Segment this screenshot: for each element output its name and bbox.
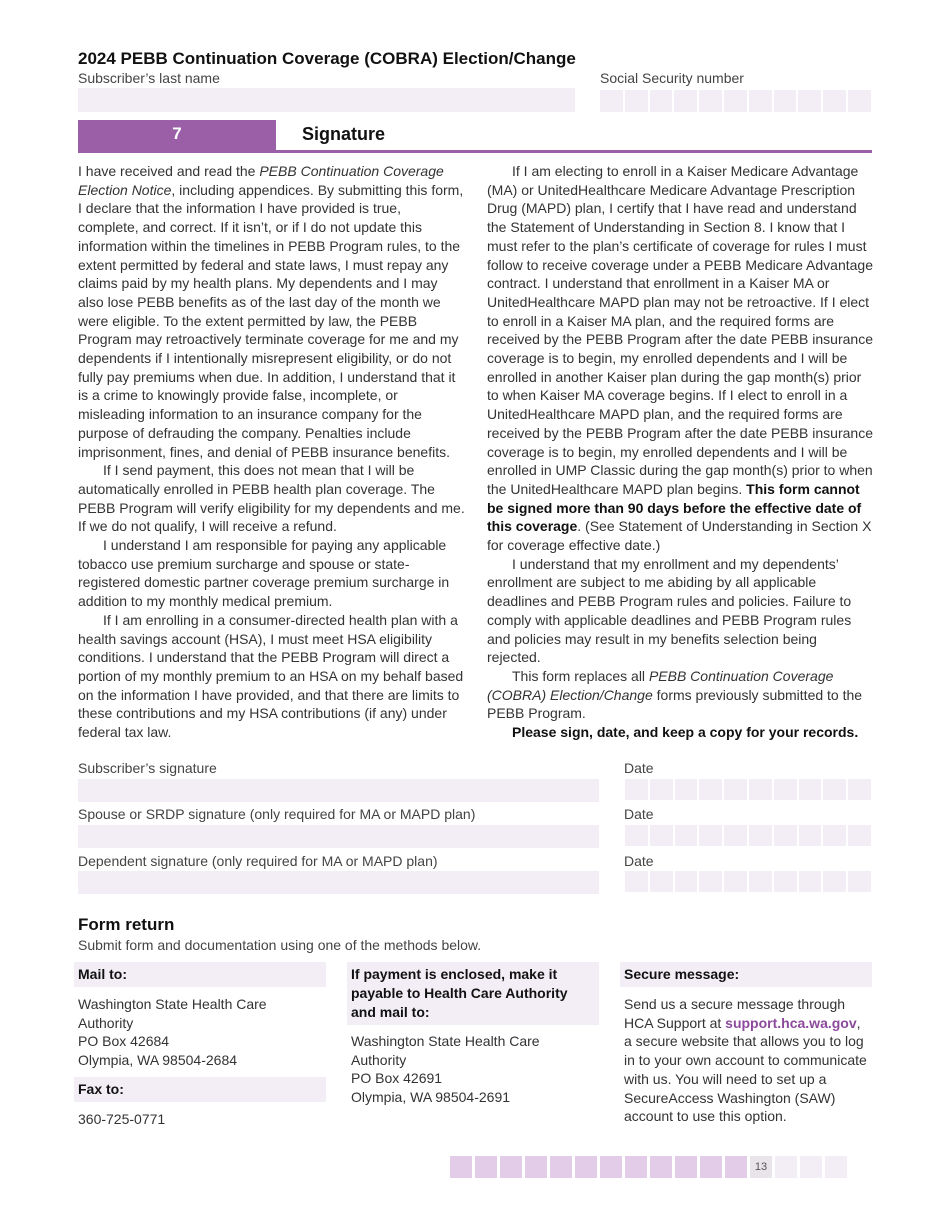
right-column-text — [487, 162, 873, 742]
spouse-signature-label: Spouse or SRDP signature (only required for MA or MAPD plan) — [78, 806, 476, 822]
secure-message-box — [620, 962, 872, 1126]
secure-message-text: Send us a secure message through HCA Support at support.hca.wa.gov, a secure website that allows you to log in to your own account to communicate with us. You will need to set up a SecureAccess Washington (SAW) account to use this option. — [624, 996, 867, 1125]
dependent-date-label: Date — [624, 853, 654, 869]
right-paragraph-2: I understand that my enrollment and my dependents’ enrollment are subject to me abiding by all applicable deadlines and PEBB Program rules and policies. Failure to comply with applicable deadlines and PEBB Program rules and policies may result in my benefits selection being rejected. — [487, 555, 852, 666]
right-paragraph-4: Please sign, date, and keep a copy for your records. — [512, 724, 859, 741]
subscriber-signature-label: Subscriber’s signature — [78, 760, 217, 776]
payment-address: Washington State Health Care Authority PO Box 42691 Olympia, WA 98504-2691 — [351, 1033, 540, 1106]
right-paragraph-1: If I am electing to enroll in a Kaiser Medicare Advantage (MA) or UnitedHealthcare Medicare Advantage Prescription Drug (MAPD) plan, I certify that I have read and understand the Statement of Understanding in Section 8. I know that I must refer to the plan’s certificate of coverage for rules I must follow to receive coverage under a PEBB Medicare Advantage contract. I understand that enrollment in a Kaiser MA or UnitedHealthcare MAPD plan may not be retroactive. If I elect to enroll in a Kaiser MA plan, and the required forms are received by the PEBB Program after the date PEBB insurance coverage is to begin, my enrolled dependents and I will be enrolled in another Kaiser plan during the gap month(s) prior to when Kaiser MA coverage begins. If I elect to enroll in a UnitedHealthcare MAPD plan, and the required forms are received by the PEBB Program after the date PEBB insurance coverage is to begin, my enrolled dependents and I will be enrolled in UMP Classic during the gap month(s) prior to when the UnitedHealthcare MAPD plan begins. This form cannot be signed more than 90 days before the effective date of this coverage. (See Statement of Understanding in Section X for coverage effective date.) — [487, 163, 874, 554]
subscriber-date-field[interactable] — [625, 779, 871, 800]
spouse-date-label: Date — [624, 806, 654, 822]
right-paragraph-3: This form replaces all PEBB Continuation Coverage (COBRA) Election/Change forms previously submitted to the PEBB Program. — [487, 667, 863, 722]
mail-address: Washington State Health Care Authority PO Box 42684 Olympia, WA 98504-2684 — [78, 996, 267, 1069]
section-number: 7 — [78, 120, 276, 150]
last-name-field[interactable] — [78, 88, 575, 112]
dependent-date-field[interactable] — [625, 871, 871, 892]
section-title: Signature — [302, 124, 386, 144]
subscriber-date-label: Date — [624, 760, 654, 776]
page-number: 13 — [750, 1156, 772, 1178]
fax-to-heading: Fax to: — [74, 1077, 326, 1102]
section-header — [78, 120, 872, 153]
left-paragraph-4: If I am enrolling in a consumer-directed health plan with a health savings account (HSA), I must meet HSA eligibility conditions. I understand that the PEBB Program will direct a portion of my monthly premium to an HSA on my behalf based on the information I have provided, and that there are limits to these contributions and my HSA contributions (if any) under federal tax law. — [78, 611, 464, 741]
mail-to-box — [74, 962, 326, 1129]
secure-message-heading: Secure message: — [620, 962, 872, 987]
left-paragraph-3: I understand I am responsible for paying any applicable tobacco use premium surcharge and spouse or state-registered domestic partner coverage premium surcharge in addition to my monthly medical premium. — [78, 537, 450, 610]
left-paragraph-2: If I send payment, this does not mean that I will be automatically enrolled in PEBB health plan coverage. The PEBB Program will verify eligibility for my dependents and me. If we do not qualify, I will receive a refund. — [78, 462, 465, 535]
ssn-field[interactable] — [600, 90, 871, 112]
page-indicator — [450, 1156, 847, 1178]
form-title: 2024 PEBB Continuation Coverage (COBRA) Election/Change — [78, 49, 576, 68]
spouse-date-field[interactable] — [625, 825, 871, 846]
form-return-title: Form return — [78, 915, 175, 934]
fax-number: 360-725-0771 — [78, 1110, 166, 1127]
support-link[interactable]: support.hca.wa.gov — [725, 1014, 857, 1031]
left-paragraph-1: I have received and read the PEBB Continuation Coverage Election Notice, including appendices. By submitting this form, I declare that the information I have provided is true, complete, and correct. If it isn’t, or if I do not update this information within the timelines in PEBB Program rules, to the extent permitted by federal and state laws, I must repay any claims paid by my health plans. My dependents and I may also lose PEBB benefits as of the last day of the month we were eligible. To the extent permitted by law, the PEBB Program may retroactively terminate coverage for me and my dependents if I intentionally misrepresent eligibility, or do not fully pay premiums when due. In addition, I understand that it is a crime to knowingly provide false, incomplete, or misleading information to an insurance company for the purpose of defrauding the company. Penalties include imprisonment, fines, and denial of PEBB insurance benefits. — [78, 163, 464, 460]
dependent-signature-field[interactable] — [78, 871, 599, 894]
dependent-signature-label: Dependent signature (only required for MA or MAPD plan) — [78, 853, 438, 869]
subscriber-signature-field[interactable] — [78, 779, 599, 802]
mail-to-heading: Mail to: — [74, 962, 326, 987]
ssn-label: Social Security number — [600, 70, 744, 86]
last-name-label: Subscriber’s last name — [78, 70, 220, 86]
left-column-text — [78, 162, 465, 742]
form-return-subtitle: Submit form and documentation using one of the methods below. — [78, 937, 482, 953]
payment-heading: If payment is enclosed, make it payable to Health Care Authority and mail to: — [347, 962, 599, 1025]
spouse-signature-field[interactable] — [78, 825, 599, 848]
payment-box — [347, 962, 599, 1107]
